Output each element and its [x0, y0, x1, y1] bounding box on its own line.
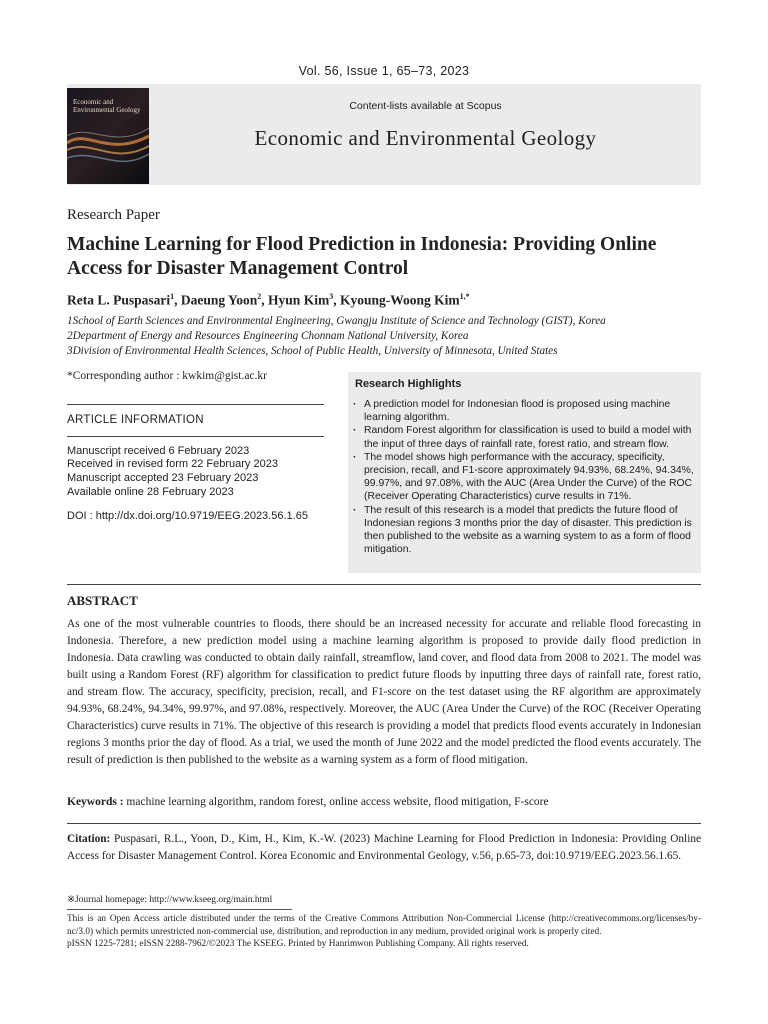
highlight-item: · Random Forest algorithm for classification is used to build a model with the input of three days of rainfall rate, forest ratio, and stream flow. — [351, 424, 696, 450]
author-separator: , — [333, 292, 340, 308]
author-name: Hyun Kim — [268, 292, 330, 308]
volume-issue-line: Vol. 56, Issue 1, 65–73, 2023 — [298, 64, 470, 78]
author-separator: , — [261, 292, 269, 308]
author-name: Kyoung-Woong Kim — [339, 292, 460, 308]
manuscript-date: Available online 28 February 2023 — [67, 486, 234, 498]
divider — [67, 584, 701, 585]
affiliation: 1School of Earth Sciences and Environmental Engineering, Gwangju Institute of Science and Technology (GIST), Korea — [67, 315, 606, 327]
affiliation: 2Department of Energy and Resources Engineering Chonnam National University, Korea — [67, 330, 469, 342]
scopus-line: Content-lists available at Scopus — [349, 100, 502, 112]
citation-label: Citation: — [67, 833, 111, 845]
highlights-list — [351, 398, 696, 556]
author-affiliation-mark: 1 — [170, 292, 175, 301]
footnote-rule — [67, 909, 292, 910]
affiliation: 3Division of Environmental Health Sciences, School of Public Health, University of Minnesota, United States — [67, 345, 558, 357]
author-list — [67, 292, 470, 309]
journal-cover-image — [67, 88, 149, 184]
keywords-text: machine learning algorithm, random forest, online access website, flood mitigation, F-score — [123, 796, 549, 808]
keywords — [67, 796, 549, 808]
abstract-heading: ABSTRACT — [67, 593, 138, 608]
highlight-item: · The model shows high performance with the accuracy, specificity, precision, recall, and F1-score approximately 94.93%, 68.24%, 94.34%, 99.97%, and 97.08%, with the AUC (Area Under the Curve) of the ROC (Receiver Operating Characteristics) curve results in 71%. — [351, 451, 696, 504]
article-info-heading: ARTICLE INFORMATION — [67, 414, 204, 426]
author-affiliation-mark: 3 — [329, 292, 334, 301]
journal-name: Economic and Environmental Geology — [254, 126, 597, 150]
author-affiliation-mark: 1,* — [459, 292, 470, 301]
author-name: Reta L. Puspasari — [67, 292, 171, 308]
cover-title-line-1: Economic and — [73, 98, 114, 106]
article-type: Research Paper — [67, 207, 160, 223]
highlights-heading: Research Highlights — [355, 378, 462, 390]
manuscript-date: Manuscript accepted 23 February 2023 — [67, 472, 259, 484]
doi-link[interactable]: DOI : http://dx.doi.org/10.9719/EEG.2023.56.1.65 — [67, 510, 308, 522]
highlight-item: · The result of this research is a model that predicts the future flood of Indonesian regions 3 months prior the day of disaster. This prediction is then published to the website as a warning system to as a form of flood mitigation. — [351, 504, 696, 557]
citation-text: Puspasari, R.L., Yoon, D., Kim, H., Kim, K.-W. (2023) Machine Learning for Flood Prediction in Indonesia: Providing Online Access for Disaster Management Control. Korea Economic and Environmental Geology, v.56, p.65-73, doi:10.9719/EEG.2023.56.1.65. — [67, 833, 701, 862]
abstract-text: As one of the most vulnerable countries to floods, there should be an increased necessity for accurate and reliable flood forecasting in Indonesia. Therefore, a new prediction model using a machine learning algorithm is proposed to provide daily flood prediction in Indonesia. Data crawling was conducted to obtain daily rainfall, streamflow, land cover, and flood data from 2008 to 2021. The model was built using a Random Forest (RF) algorithm for classification to predict future floods by inputting three days of rainfall rate, forest ratio, and stream flow. The accuracy, specificity, precision, recall, and F1-score on the test dataset using the RF algorithm are approximately 94.93%, 68.24%, 94.34%, 99.97%, and 97.08%, respectively. Moreover, the AUC (Area Under the Curve) of the ROC (Receiver Operating Characteristics) curve results in 71%. The objective of this research is providing a model that predicts flood events accurately in Indonesian regions 3 months prior the day of flood. As a trial, we used the month of June 2022 and the model predicted the flood events accurately. The result of prediction is then published to the website as a warning system as a form of flood mitigation. — [67, 618, 701, 766]
license-notice — [67, 913, 701, 951]
divider — [67, 823, 701, 824]
manuscript-date: Manuscript received 6 February 2023 — [67, 445, 250, 457]
highlight-item: · A prediction model for Indonesian flood is proposed using machine learning algorithm. — [351, 398, 696, 424]
author-separator: , — [174, 292, 181, 308]
manuscript-date: Received in revised form 22 February 2023 — [67, 458, 278, 470]
license-text: This is an Open Access article distributed under the terms of the Creative Commons Attribution Non-Commercial License (http://creativecommons.org/licenses/by-nc/3.0) which permits unrestricted non-commercial use, distribution, and reproduction in any medium, provided original work is properly cited. — [67, 914, 701, 937]
divider — [67, 404, 324, 405]
issn-copyright: pISSN 1225-7281; eISSN 2288-7962/©2023 The KSEEG. Printed by Hanrimwon Publishing Company. All rights reserved. — [67, 939, 529, 949]
journal-homepage[interactable]: ※Journal homepage: http://www.kseeg.org/main.html — [67, 895, 273, 905]
cover-title-line-2: Environmental Geology — [73, 106, 141, 114]
corresponding-author: *Corresponding author : kwkim@gist.ac.kr — [67, 370, 267, 382]
citation — [67, 831, 701, 864]
divider — [67, 436, 324, 437]
article-title: Machine Learning for Flood Prediction in Indonesia: Providing Online Access for Disaster Management Control — [67, 234, 657, 279]
author-affiliation-mark: 2 — [257, 292, 262, 301]
keywords-label: Keywords : — [67, 796, 124, 808]
author-name: Daeung Yoon — [180, 292, 258, 308]
